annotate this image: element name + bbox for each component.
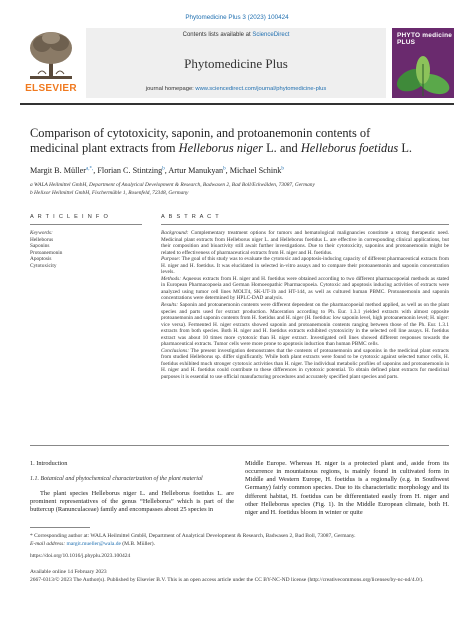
title-mid: L. and <box>262 141 301 155</box>
abstract-heading: A B S T R A C T <box>161 214 220 220</box>
email-suffix: (M.B. Müller). <box>120 541 155 547</box>
available-online: Available online 14 February 2023 <box>30 569 107 575</box>
keywords-block <box>30 230 130 269</box>
journal-cover[interactable] <box>392 28 454 98</box>
keyword-item: Cytotoxicity <box>30 262 57 269</box>
email-label: E-mail address: <box>30 541 67 547</box>
methods-label: Methods: <box>161 275 182 282</box>
article-info-rule <box>30 224 142 225</box>
title-line-2 <box>30 141 450 156</box>
homepage-prefix: journal homepage: <box>145 86 196 92</box>
author-sup[interactable]: b <box>223 166 226 172</box>
title-prefix: medicinal plant extracts from <box>30 141 179 155</box>
conclusions-label: Conclusions: <box>161 347 189 354</box>
title-line-1: Comparison of cytotoxicity, saponin, and protoanemonin contents of <box>30 126 371 140</box>
author-name[interactable]: Michael Schink <box>229 166 282 175</box>
abstract-body <box>161 230 449 381</box>
sciencedirect-link[interactable]: ScienceDirect <box>252 32 290 38</box>
keyword-item: Saponins <box>30 243 50 249</box>
contents-line <box>86 32 386 38</box>
keywords-label: Keywords: <box>30 230 53 236</box>
journal-masthead <box>20 28 454 102</box>
section-heading: 1. Introduction <box>30 460 68 467</box>
license-line[interactable]: 2667-0313/© 2023 The Author(s). Published by Elsevier B.V. This is an open access article under the CC BY-NC-ND license (http://creativecommons.org/licenses/by-nc-nd/4.0/). <box>30 577 424 583</box>
author-sup[interactable]: b <box>281 166 284 172</box>
email-link[interactable]: margit.mueller@wala.de <box>66 541 121 547</box>
affiliation-b: b Helixor Heilmittel GmbH, Fischermühle 1, Rosenfeld, 72348, Germany <box>30 190 189 196</box>
homepage-line <box>86 86 386 92</box>
abstract-results <box>161 302 449 348</box>
intro-paragraph-right: Middle Europe. Whereas H. niger is a protected plant and, aside from its occurrence in mountainous regions, is mainly found in cultivated form in Middle and Western Europe, H. foetidus is a regionally (e.g. in Southwest Germany) fairly common species. Due to its characteristic morphology and its different habitat, H. foetidus can be differentiated easily from H. niger and other Helleborus species (Fig. 1). In the Middle European climate, both H. niger and H. foetidus bloom in winter or quite <box>245 460 449 516</box>
conclusions-text: The present investigation demonstrates that the contents of protoanemonin and saponins in the medicinal plant extracts from studied Helleborus sp. differ significantly. While both plant extracts were found to be cytotoxic against selected tumor cells, H. foetidus exhibited much stronger cytotoxic activities than H. niger. The individual metabolic profiles of saponins and protoanemonin in H. niger and H. foetidus could contribute to these differences in cytotoxic potential. To obtain defined plant extracts for medicinal purposes it is essential to use official manufacturing procedures and accurately specified plant species and parts. <box>161 347 449 381</box>
email-line <box>30 541 450 548</box>
running-head[interactable]: Phytomedicine Plus 3 (2023) 100424 <box>185 14 289 21</box>
title-end: L. <box>398 141 412 155</box>
corresponding-author-note: * Corresponding author at: WALA Heilmittel GmbH, Department of Analytical Development & Research, Badwasen 2, Bad Boll, 73087, Germany. <box>30 533 356 539</box>
author-list <box>30 166 450 175</box>
affiliation-a: a WALA Heilmittel GmbH, Department of Analytical Development & Research, Badwasen 2, Bad Boll/Eckwälden, 73087, Germany <box>30 182 315 188</box>
title-species-1: Helleborus niger <box>178 141 263 155</box>
keyword-item: Helleborus <box>30 236 54 243</box>
author-separator: , <box>225 166 230 175</box>
abstract-background <box>161 230 449 256</box>
intro-paragraph-left: The plant species Helleborus niger L. and Helleborus foetidus L. are prominent representatives of the genus “Helleborus” which is part of the buttercup (Ranunculaceae) family and encompasses about 25 species in <box>30 490 234 514</box>
cover-leaf-icon <box>392 56 454 98</box>
purpose-text: The goal of this study was to evaluate the cytotoxic and apoptosis-inducing capacity of different pharmaceutical extracts from H. niger and H. foetidus. It was elucidated in selected in-vitro assays and to compare their protoanemonin and saponin concentration levels. <box>161 256 449 276</box>
masthead-rule <box>20 103 454 105</box>
abstract-rule <box>161 224 449 225</box>
background-text: Complementary treatment options for tumors and hematological malignancies constitute a strong therapeutic need. Medicinal plant extracts from Helleborus niger L. and Helleborus foetidus L. are effective in corresponding clinical applications, but their composition and bioactivity still await further investigations. Due to their cytotoxicity, saponins and protoanemonin might be related to effectiveness of pharmaceutical extracts from H. niger and H. foetidus. <box>161 230 449 256</box>
contents-prefix: Contents lists available at <box>182 32 253 38</box>
cover-title: PHYTO medicine PLUS <box>397 32 453 46</box>
abstract-methods <box>161 276 449 302</box>
keyword-item: Protoanemonin <box>30 249 63 256</box>
author-separator: , <box>164 166 169 175</box>
subsection-heading: 1.1. Botanical and phytochemical characterization of the plant material <box>30 476 203 482</box>
background-label: Background: <box>161 230 189 236</box>
abstract-bottom-rule <box>30 445 449 446</box>
elsevier-wordmark: ELSEVIER <box>25 83 77 94</box>
author-sup[interactable]: b <box>162 166 165 172</box>
results-label: Results: <box>161 302 179 309</box>
methods-text: Aqueous extracts from H. niger and H. foetidus were obtained according to two different pharmacopoeial methods as stated in European Pharmacopoeia and German Homoeopathic Pharmacopoeia. Cytotoxic and apoptosis inducing activities of extracts were analyzed using tumor cell lines MOLT4, SK-UT-1b and HT-144, as well as cultured human PBMC. Protoanemonin and saponin concentrations were determined by HPLC-DAD analysis. <box>161 275 449 302</box>
author-name[interactable]: Florian C. Stintzing <box>97 166 163 175</box>
journal-title: Phytomedicine Plus <box>184 56 288 71</box>
author-name[interactable]: Margit B. Müller <box>30 166 87 175</box>
article-info-heading: A R T I C L E I N F O <box>30 214 110 220</box>
purpose-label: Purpose: <box>161 256 181 263</box>
abstract-purpose <box>161 256 449 276</box>
keyword-item: Apoptosis <box>30 256 52 262</box>
homepage-link[interactable]: www.sciencedirect.com/journal/phytomedicine-plus <box>195 86 327 92</box>
author-name[interactable]: Artur Manukyan <box>168 166 224 175</box>
author-sup[interactable]: a,*, <box>86 166 94 172</box>
elsevier-logo[interactable] <box>20 28 82 98</box>
abstract-conclusions <box>161 348 449 381</box>
tree-logo-icon <box>28 30 74 80</box>
doi-link[interactable]: https://doi.org/10.1016/j.phyplu.2023.100424 <box>30 553 131 559</box>
journal-info-box <box>86 28 386 98</box>
author-separator: , <box>93 166 98 175</box>
footnote-rule <box>30 527 90 528</box>
results-text: Saponin and protoanemonin contents were different dependent on the pharmacopoeial method applied, as well as on the plant species and parts used for extract production. Maceration according to Ph. Eur. 1.3.1 yielded extracts with almost opposite protoanemonin and saponin contents from H. foetidus and H. niger (H. foetidus: low saponin level, high protoanemonin level; H. niger: vice versa). Fermented H. niger extracts showed saponin and protoanemonin contents ranging between those of the Ph. Eur. 1.3.1 extracts from both species. Both H. niger and H. foetidus extracts exhibited cytotoxicity in the selected cell line assays. H. foetidus extract was about 10 times more cytotoxic than H. niger extract. Investigated cell lines showed different responses towards the pharmaceutical extracts. Tumor cells were more prone to apoptosis induction than human PBMC cells. <box>161 302 450 348</box>
title-species-2: Helleborus foetidus <box>300 141 399 155</box>
article-title <box>30 126 450 156</box>
